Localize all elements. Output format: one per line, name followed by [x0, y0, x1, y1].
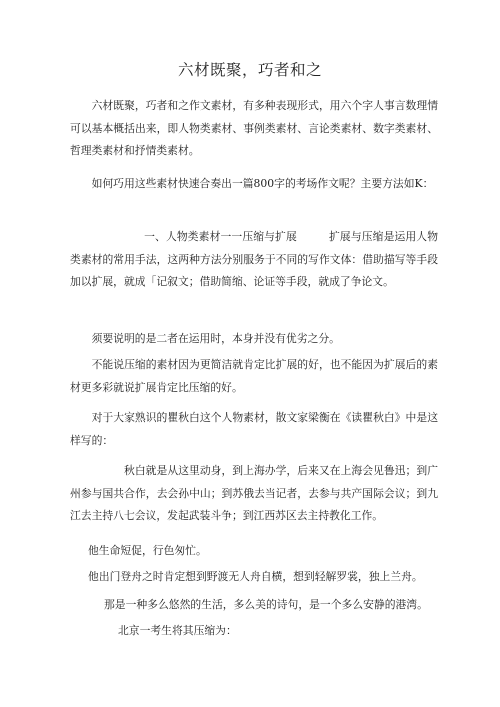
paragraph-question-text: 如何巧用这些素材快速合奏出一篇800字的考场作文呢？主要方法如K：: [91, 177, 434, 190]
paragraph-intro: 六材既聚，巧者和之作文素材，有多种表现形式，用六个字人事言数理情可以基本概括出来，即人物类素材、事例类素材、言论类素材、数字类素材、哲理类素材和抒情类素材。: [70, 99, 438, 157]
section-body: 扩展与压缩是运用人物类素材的常用手法，这两种方法分别服务于不同的写作文体：借助描写等手段加以扩展，就成「记叙文；借助简缩、论证等手段，就成了争论文。: [70, 230, 439, 288]
paragraph-quote-short: 他生命短促，行色匆忙。: [88, 544, 207, 557]
section-heading: 一、人物类素材一一压缩与扩展: [144, 230, 297, 243]
paragraph-quote-poetic: 那是一种多么悠然的生活，多么美的诗句，是一个多么安静的港湾。: [104, 598, 428, 611]
paragraph-question: [70, 173, 438, 196]
paragraph-section-one: [70, 226, 438, 294]
paragraph-example-intro: 对于大家熟识的瞿秋白这个人物素材，散文家梁衡在《读瞿秋白》中是这样写的：: [70, 411, 438, 447]
paragraph-quote: [70, 460, 438, 528]
paragraph-note: 须要说明的是二者在运用时，本身并没有优劣之分。: [91, 332, 340, 345]
document-title: 六材既聚，巧者和之: [177, 61, 322, 79]
paragraph-compression-intro: 北京一考生将其压缩为：: [118, 624, 237, 637]
paragraph-quote-journey: 他出门登舟之时肯定想到野渡无人舟自横，想到轻解罗裳，独上兰舟。: [88, 570, 423, 583]
paragraph-comparison: 不能说压缩的素材因为更简洁就肯定比扩展的好，也不能因为扩展后的素材更多彩就说扩展肯定比压缩的好。: [70, 358, 438, 394]
quote-text: 秋白就是从这里动身，到上海办学，后来又在上海会见鲁迅；到广州参与国共合作，去会孙中山；到苏俄去当记者，去参与共产国际会议；到九江去主持八七会议，发起武装斗争；到江西苏区去主持教化工作。: [70, 464, 438, 522]
